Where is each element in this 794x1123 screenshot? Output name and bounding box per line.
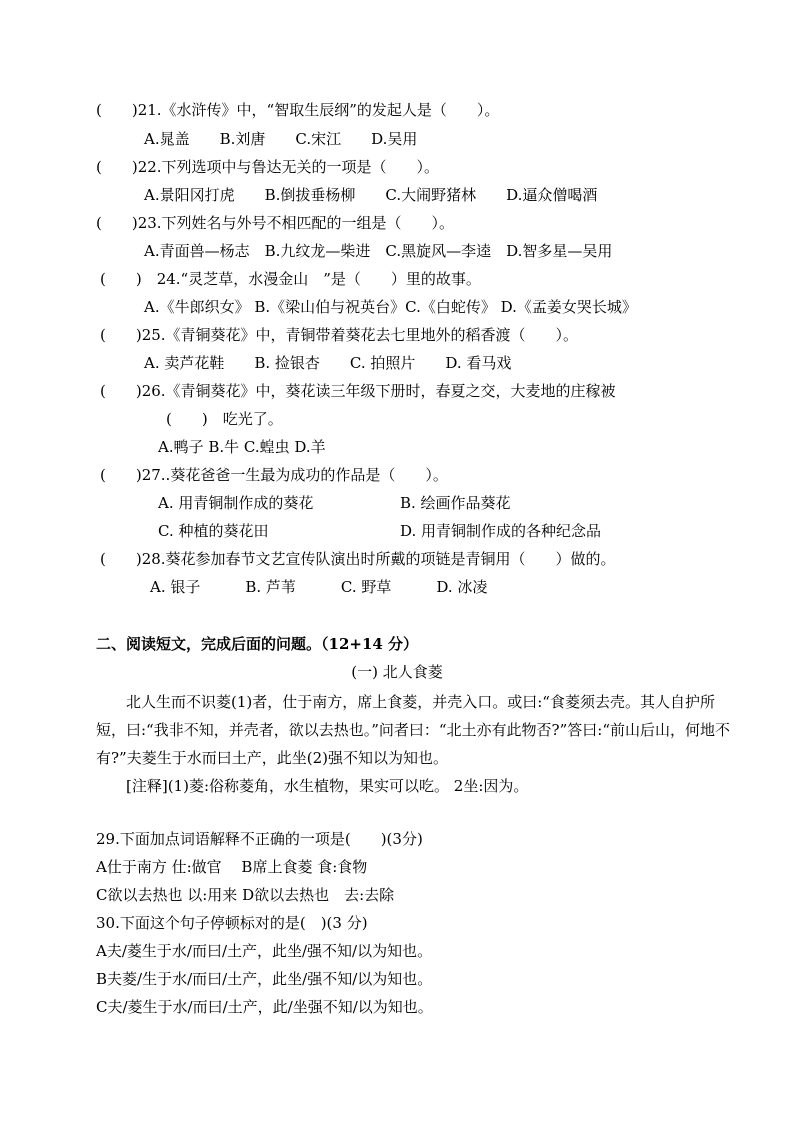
question-25-options: A. 卖芦花鞋 B. 捡银杏 C. 拍照片 D. 看马戏 (144, 354, 512, 372)
question-27-option-a: A. 用青铜制作成的葵花 (158, 494, 314, 512)
question-23-options: A.青面兽—杨志 B.九纹龙—柴进 C.黑旋风—李逵 D.智多星—吴用 (144, 242, 613, 260)
question-29-options-line1: A仕于南方 仕:做官 B席上食菱 食:食物 (96, 858, 368, 876)
question-30-stem: 30.下面这个句子停顿标对的是( )(3 分) (96, 914, 368, 932)
question-24-stem: ( ) 24.“灵芝草，水漫金山 ”是（ ）里的故事。 (100, 270, 481, 288)
question-29-options-line2: C欲以去热也 以:用来 D欲以去热也 去:去除 (96, 886, 395, 904)
passage-note: [注释](1)菱:俗称菱角，水生植物，果实可以吃。 2坐:因为。 (126, 777, 529, 795)
question-30-option-c: C夫/菱生于水/而曰/土产，此/坐强不知/以为知也。 (96, 998, 433, 1016)
question-26-stem: ( )26.《青铜葵花》中，葵花读三年级下册时，春夏之交，大麦地的庄稼被 (100, 382, 616, 400)
passage-text: 北人生而不识菱(1)者，仕于南方，席上食菱，并壳入口。或曰:“食菱须去壳。其人自护所短，曰:“我非不知，并壳者，欲以去热也。”问者曰：“北土亦有此物否?”答曰:“前山后山，何地不有?”夫菱生于水而曰土产，此坐(2)强不知以为知也。 (96, 693, 730, 767)
question-30-option-a: A夫/菱生于水/而曰/土产，此坐/强不知/以为知也。 (96, 942, 433, 960)
question-22-stem: ( )22.下列选项中与鲁达无关的一项是（ ）。 (96, 158, 440, 176)
question-27-option-d: D. 用青铜制作成的各种纪念品 (400, 522, 602, 540)
question-24-options: A.《牛郎织女》 B.《梁山伯与祝英台》C.《白蛇传》 D.《孟姜女哭长城》 (144, 298, 637, 316)
question-21-options: A.晁盖 B.刘唐 C.宋江 D.吴用 (144, 130, 418, 148)
question-30-option-b: B夫菱/生于水/而曰/土产，此坐/强不知/以为知也。 (96, 970, 433, 988)
question-26-stem-continued: ( ) 吃光了。 (166, 410, 283, 428)
question-27-stem: ( )27..葵花爸爸一生最为成功的作品是（ ）。 (100, 466, 448, 484)
question-29-stem: 29.下面加点词语解释不正确的一项是( )(3分) (96, 830, 423, 848)
question-21-stem: ( )21.《水浒传》中，“智取生辰纲”的发起人是（ ）。 (96, 101, 500, 119)
passage-title: (一) 北人食菱 (351, 663, 443, 681)
question-28-options: A. 银子 B. 芦苇 C. 野草 D. 冰凌 (150, 578, 488, 596)
question-27-option-c: C. 种植的葵花田 (158, 522, 269, 540)
question-22-options: A.景阳冈打虎 B.倒拔垂杨柳 C.大闹野猪林 D.逼众僧喝酒 (144, 186, 598, 204)
question-27-option-b: B. 绘画作品葵花 (400, 494, 511, 512)
question-25-stem: ( )25.《青铜葵花》中，青铜带着葵花去七里地外的稻香渡（ ）。 (100, 326, 579, 344)
question-23-stem: ( )23.下列姓名与外号不相匹配的一组是（ ）。 (96, 214, 455, 232)
question-28-stem: ( )28.葵花参加春节文艺宣传队演出时所戴的项链是青铜用（ ）做的。 (100, 550, 616, 568)
question-26-options: A.鸭子 B.牛 C.蝗虫 D.羊 (158, 438, 326, 456)
section-heading: 二、阅读短文，完成后面的问题。（12+14 分） (96, 635, 419, 653)
